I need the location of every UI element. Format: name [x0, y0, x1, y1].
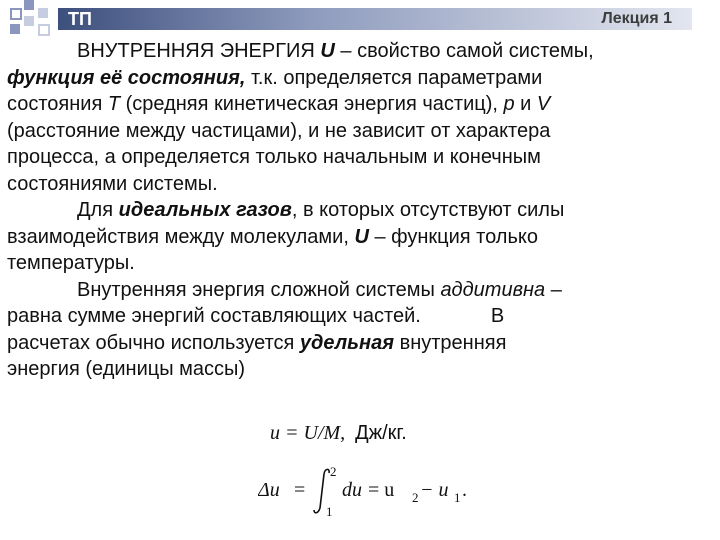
formula-unit: Дж/кг.	[355, 422, 407, 444]
formula-period: .	[462, 479, 467, 501]
equals-sign: =	[294, 479, 306, 501]
variable-u: U	[320, 40, 335, 62]
integral-formula	[258, 462, 488, 522]
slide-section-title: ТП	[68, 9, 92, 29]
text: внутренняя	[394, 331, 507, 354]
text: –	[545, 278, 562, 301]
corner-square	[24, 16, 34, 26]
subscript-1: 1	[454, 490, 461, 505]
rhs-term: = u	[368, 479, 395, 501]
text: состояниями системы.	[7, 172, 218, 195]
emphasis-text: аддитивна	[440, 278, 546, 301]
formula-expression: u = U/M,	[270, 422, 346, 444]
text: , в которых отсутствуют силы	[291, 199, 565, 221]
text: ВНУТРЕННЯЯ ЭНЕРГИЯ	[77, 40, 321, 62]
text: и	[514, 93, 537, 115]
text: взаимодействия между молекулами,	[7, 225, 355, 248]
integral-lower-limit: 1	[326, 504, 333, 519]
corner-square	[10, 8, 22, 20]
emphasis-text: удельная	[299, 331, 395, 354]
text: – свойство самой системы,	[334, 40, 594, 62]
text: – функция только	[368, 225, 538, 248]
text: температуры.	[7, 252, 135, 274]
variable-p: p	[503, 93, 515, 115]
text: В	[490, 305, 505, 327]
text: (средняя кинетическая энергия частиц),	[120, 93, 504, 115]
text: процесса, а определяется только начальным и конечным	[7, 146, 541, 168]
paragraph-internal-energy	[7, 38, 697, 197]
corner-square	[38, 8, 48, 18]
text: т.к. определяется параметрами	[245, 66, 543, 89]
text: равна сумме энергий составляющих частей.	[7, 305, 421, 327]
text: Для	[77, 199, 119, 221]
delta-u: Δu	[258, 479, 280, 501]
variable-v: V	[536, 93, 551, 115]
corner-square	[24, 0, 34, 10]
text: расчетах обычно используется	[7, 331, 300, 354]
text: Внутренняя энергия сложной системы	[77, 278, 441, 301]
text: состояния	[7, 93, 108, 115]
text: энергия (единицы массы)	[7, 358, 246, 380]
minus-term: − u	[420, 479, 449, 501]
variable-t: T	[107, 93, 121, 115]
variable-u: U	[354, 225, 369, 248]
differential-du: du	[342, 479, 362, 501]
text: (расстояние между частицами), и не зависит от характера	[7, 119, 551, 142]
emphasis-text: идеальных газов	[118, 199, 292, 221]
emphasis-text: функция её состояния,	[7, 66, 246, 89]
corner-square	[10, 24, 20, 34]
specific-energy-formula	[270, 422, 407, 445]
lecture-number: Лекция 1	[601, 10, 672, 27]
paragraph-additivity	[7, 277, 697, 383]
corner-square	[38, 24, 50, 36]
header-bar	[58, 8, 692, 30]
subscript-2: 2	[412, 490, 419, 505]
slide-body	[7, 38, 697, 383]
paragraph-ideal-gases	[7, 197, 697, 277]
integral-upper-limit: 2	[330, 464, 337, 479]
